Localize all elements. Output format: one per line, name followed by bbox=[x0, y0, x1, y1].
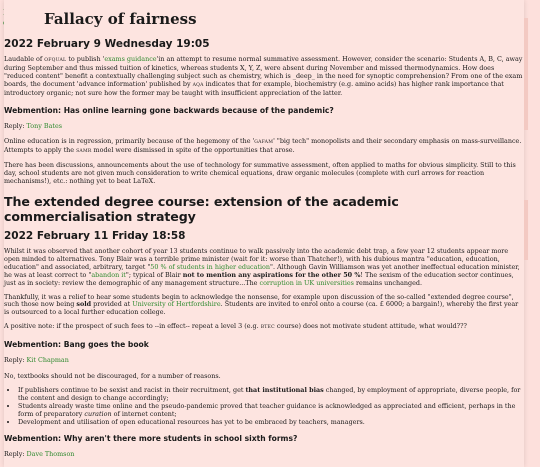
corruption-link[interactable]: corruption in UK universities bbox=[259, 278, 354, 287]
reply-author-link[interactable]: Dave Thomson bbox=[26, 450, 75, 459]
reply-line: Reply: Tony Bates bbox=[4, 121, 63, 130]
university-link[interactable]: University of Hertfordshire bbox=[132, 300, 221, 309]
post-date: 2022 February 9 Wednesday 19:05 bbox=[4, 38, 210, 50]
list-item: • Students already waste time online and the pseudo-pandemic proved that teacher guidance is acknowledged as appreciated and efficient, perhaps in the form of preparatory curation of internet content; bbox=[18, 403, 524, 419]
webmention-heading: Webmention: Bang goes the book bbox=[4, 340, 149, 350]
post-paragraph: A positive note: if the prospect of such fees to --in effect-- repeat a level 3 (e.g. BTEC course) does not motivate student attitude, what would??? bbox=[4, 322, 467, 331]
post-date: 2022 February 11 Friday 18:58 bbox=[4, 229, 186, 242]
scroll-accent bbox=[524, 18, 528, 130]
page-content bbox=[4, 0, 524, 467]
list-item: • Development and utilisation of open educational resources has yet to be embraced by teachers, managers. bbox=[18, 419, 524, 427]
scroll-accent bbox=[524, 200, 528, 260]
post-paragraph: No, textbooks should not be discouraged, for a number of reasons. bbox=[4, 372, 221, 381]
reply-line: Reply: Kit Chapman bbox=[4, 356, 69, 365]
post-paragraph: Laudable of OFQUAL to publish 'exams guidance'in an attempt to resume normal summative assessment. However, consider the scenario: Students A, B, C, away during September and thus missed tuition of kinetics, whereas students X, Y, Z, were absent during November and missed thermodynamics. How does "reduced content" benefit a contextually challenging subject such as chemistry, which is _deep_ in the need for synoptic comprehension? From one of the exam boards, the document 'advance information' published by AQA indicates that for example, biochemistry (e.g. amino acids) has higher rank importance that introductory organic; not sure how the former may be taught with insufficient appreciation of the latter. bbox=[4, 55, 523, 97]
webmention-heading: Webmention: Has online learning gone backwards because of the pandemic? bbox=[4, 105, 334, 115]
page-title: Fallacy of fairness bbox=[44, 10, 197, 28]
post-title: The extended degree course: extension of the academic commercialisation strategy bbox=[4, 193, 399, 224]
reply-author-link[interactable]: Kit Chapman bbox=[26, 356, 69, 365]
post-paragraph: Thankfully, it was a relief to hear some students begin to acknowledge the nonsense, for example upon discussion of the so-called "extended degree course", such those now being sold provided at University of Hertfordshire. Students are invited to enrol onto a course (ca. £ 6000; a bargain!), whereby the first year is outsourced to a local further education college. bbox=[4, 292, 519, 317]
reply-author-link[interactable]: Tony Bates bbox=[26, 121, 63, 130]
post-paragraph: There has been discussions, announcements about the use of technology for summative assessment, often applied to maths for obvious simplicity. Still to this day, school students are not given much consideration to write chemical equations, draw organic molecules (complete with curl arrows for reaction mechanisms!), etc.: nothing yet to beat LaTeX. bbox=[4, 161, 516, 186]
abandon-it-link[interactable]: abandon it bbox=[91, 270, 126, 279]
exams-guidance-link[interactable]: exams guidance bbox=[104, 55, 157, 63]
list-item: • If publishers continue to be sexist and racist in their recruitment, get that institutional bias changed, by employment of appropriate, diverse people, for the content and design to change accordingly; bbox=[18, 387, 524, 403]
webmention-heading: Webmention: Why aren't there more students in school sixth forms? bbox=[4, 434, 298, 444]
higher-education-link[interactable]: 50 % of students in higher education bbox=[150, 262, 271, 271]
bullet-list bbox=[4, 387, 524, 427]
post-paragraph: Whilst it was observed that another cohort of year 13 students continue to walk passively into the academic debt trap, a few year 12 students appear more open minded to alternatives. Tony Blair was a terrible prime minister (wait for it: worse than Thatcher!), with his dubious mantra "education, education, education" and associated, arbitrary, target "50 % of students in higher education". Although Gavin Williamson was yet another ineffectual education minister, he was at least correct to "abandon it"; typical of Blair not to mention any aspirations for the other 50 %! The sexism of the education sector continues, just as in society: review the demographic of any management structure...The corruption in UK universities remains unchanged. bbox=[4, 246, 520, 287]
post-paragraph: Online education is in regression, primarily because of the hegemony of the 'GAFAM' "big tech" monopolists and their secondary emphasis on mass-surveillance. Attempts to apply the SAMR model were dismissed in spite of the opportunities that arose. bbox=[4, 137, 522, 155]
reply-line: Reply: Dave Thomson bbox=[4, 450, 75, 459]
